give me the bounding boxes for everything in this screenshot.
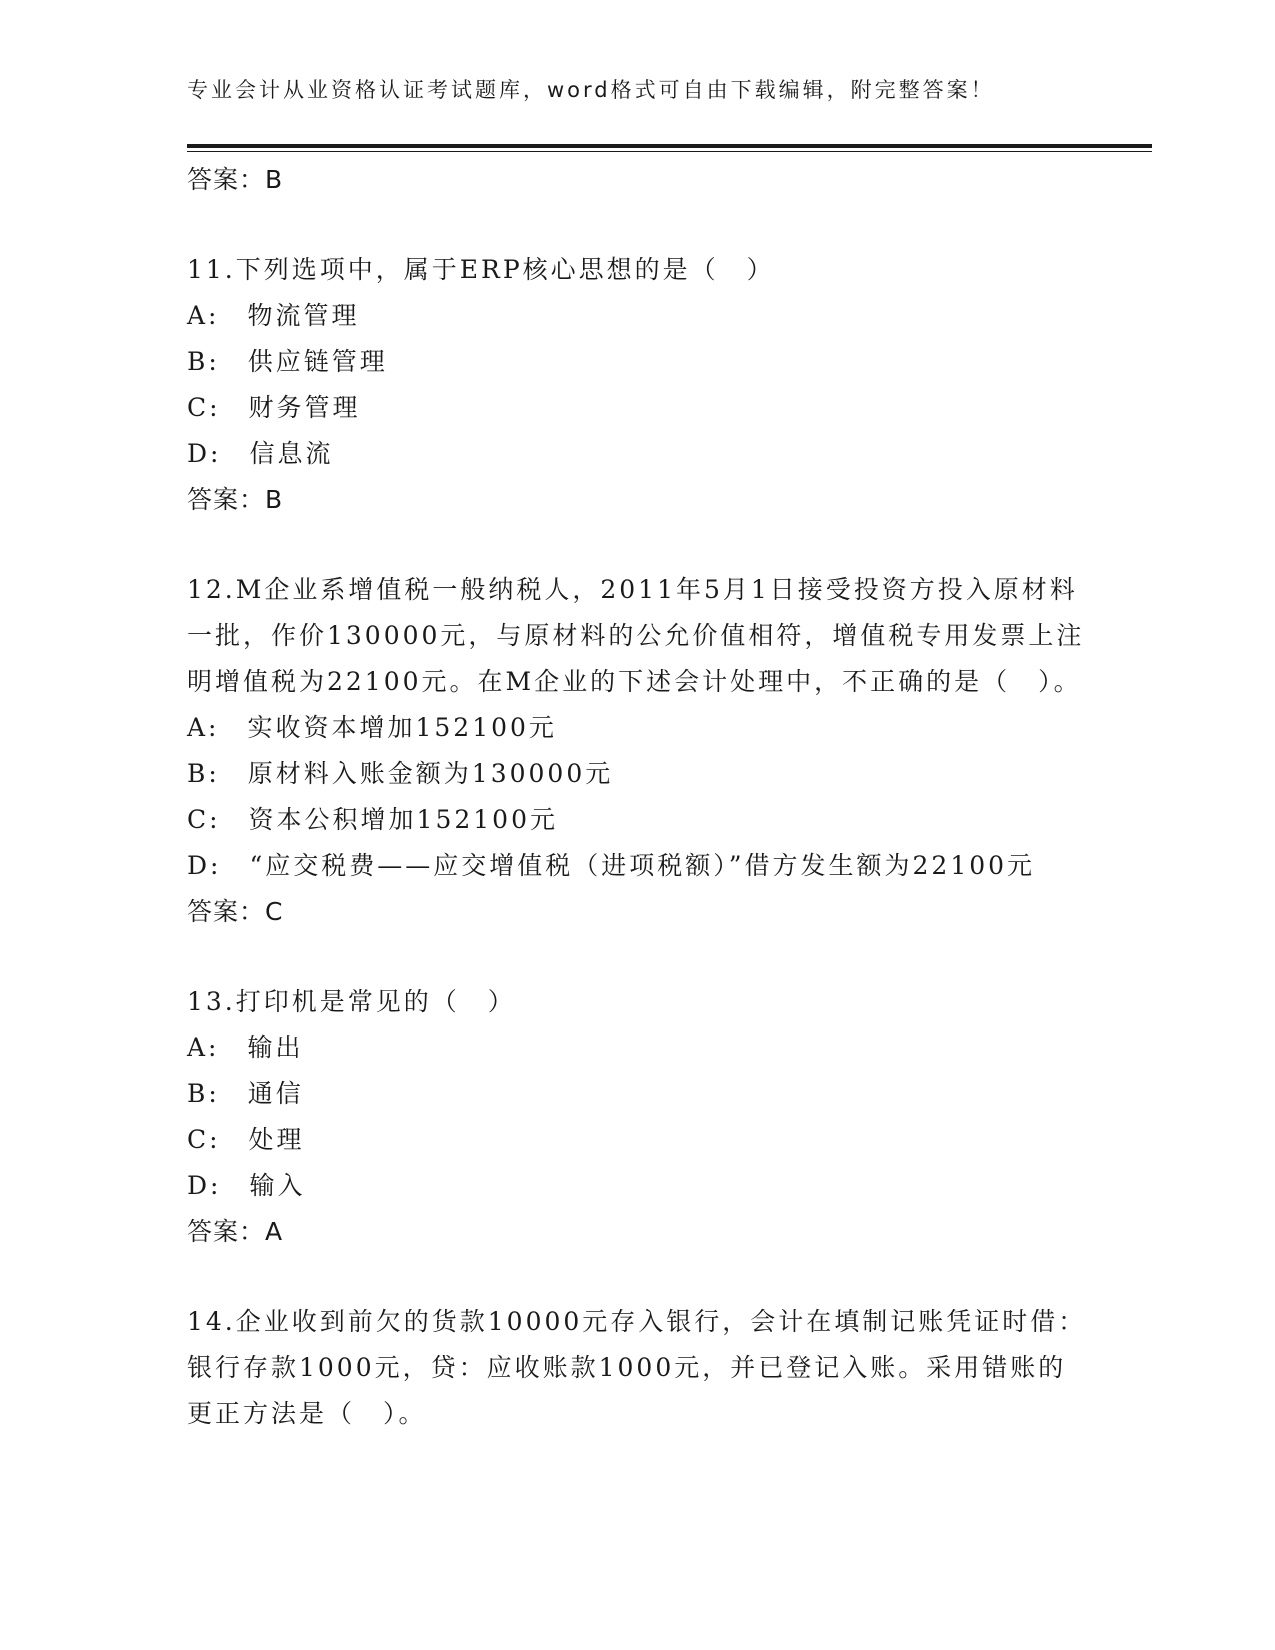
option-a: A: 输出 [187, 1033, 304, 1062]
option-b: B: 供应链管理 [187, 347, 388, 376]
question-list [187, 157, 1087, 1437]
answer-line: 答案：A [187, 1217, 284, 1246]
option-a: A: 物流管理 [187, 301, 360, 330]
answer-line: 答案：C [187, 897, 284, 926]
option-b: B: 通信 [187, 1079, 304, 1108]
option-d: D: “应交税费——应交增值税（进项税额）”借方发生额为22100元 [187, 851, 1036, 880]
question-item [187, 567, 1087, 935]
answer-line: 答案：B [187, 485, 284, 514]
question-item [187, 979, 1087, 1255]
answer-line: 答案：B [187, 165, 284, 194]
question-stem: 11.下列选项中，属于ERP核心思想的是（ ） [187, 255, 775, 284]
option-d: D: 输入 [187, 1171, 306, 1200]
question-stem: 12.M企业系增值税一般纳税人，2011年5月1日接受投资方投入原材料一批，作价130000元，与原材料的公允价值相符，增值税专用发票上注明增值税为22100元。在M企业的下述会计处理中，不正确的是（ ）。 [187, 575, 1085, 696]
option-c: C: 资本公积增加152100元 [187, 805, 558, 834]
page-header: 专业会计从业资格认证考试题库，word格式可自由下载编辑，附完整答案！ [187, 78, 995, 102]
question-item [187, 247, 1087, 523]
header-rule-thin [187, 151, 1152, 152]
option-c: C: 财务管理 [187, 393, 361, 422]
option-c: C: 处理 [187, 1125, 305, 1154]
option-d: D: 信息流 [187, 439, 334, 468]
option-a: A: 实收资本增加152100元 [187, 713, 557, 742]
option-b: B: 原材料入账金额为130000元 [187, 759, 614, 788]
question-stem: 13.打印机是常见的（ ） [187, 987, 516, 1016]
question-stem: 14.企业收到前欠的货款10000元存入银行，会计在填制记账凭证时借：银行存款1000元，贷：应收账款1000元，并已登记入账。采用错账的更正方法是（ ）。 [187, 1307, 1087, 1428]
header-rule-thick [187, 144, 1152, 148]
question-item [187, 1299, 1087, 1437]
